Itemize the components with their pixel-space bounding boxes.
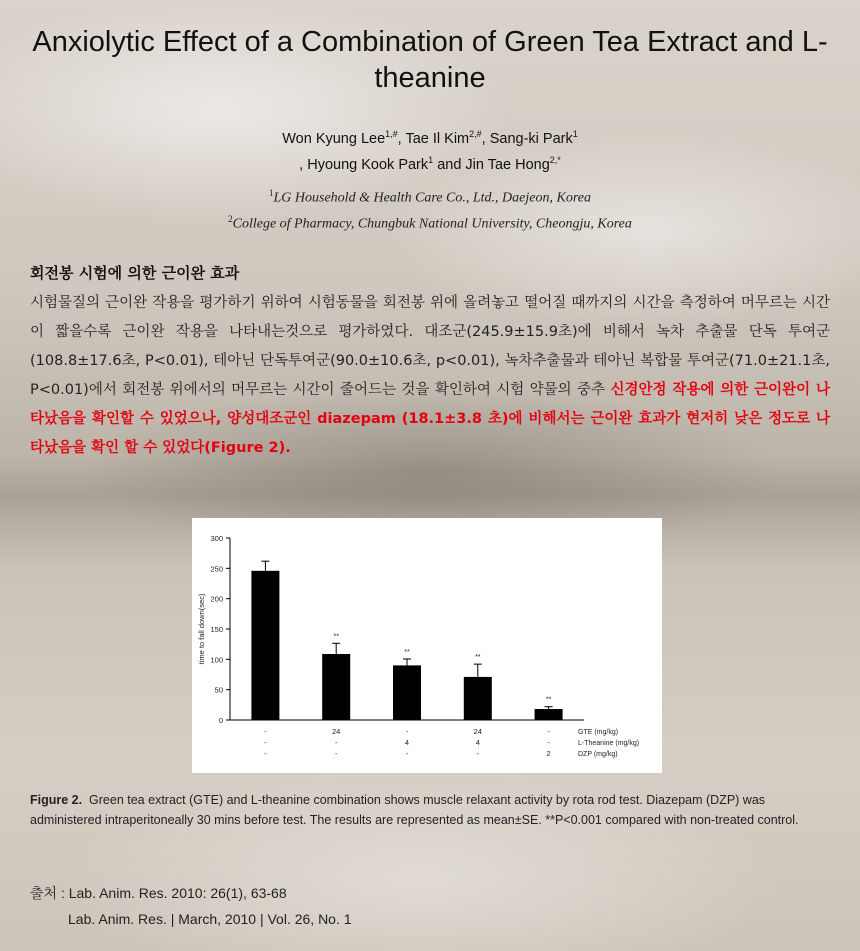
author-name: Tae Il Kim — [405, 130, 470, 147]
caption-text: Green tea extract (GTE) and L-theanine combination shows muscle relaxant activity by rota rod test. Diazepam (DZP) was administered intraperitoneally 30 mins before test. The results are represented as mean±SE. **P<0.001 compared with non-treated control. — [30, 793, 799, 827]
bar-chart — [192, 518, 662, 773]
author-line-1: Won Kyung Lee$^{1,\#}$, Tae Il Kim$^{2,\#}$, Sang-ki Park$^1$ — [282, 129, 578, 147]
section-heading: 회전봉 시험에 의한 근이완 효과 — [30, 264, 240, 282]
dose-cell: - — [405, 727, 409, 736]
dose-cell: - — [547, 738, 550, 747]
author-name: Sang-ki Park — [489, 130, 573, 147]
dose-cell: - — [547, 727, 550, 736]
bar — [535, 709, 563, 720]
figure-caption — [30, 790, 830, 830]
y-tick-label: 200 — [210, 594, 223, 604]
bar — [322, 654, 350, 720]
author-conjunction: and — [437, 156, 462, 173]
y-tick-label: 150 — [210, 625, 223, 634]
dose-cell: 24 — [473, 727, 482, 736]
affiliation-mark: 1 — [269, 188, 274, 198]
y-tick-label: 100 — [210, 655, 223, 665]
author-affil-mark: 1 — [428, 154, 434, 165]
section-body — [30, 289, 830, 463]
author-affil-mark: 1 — [572, 129, 578, 139]
body-text-plain: 시험물질의 근이완 작용을 평가하기 위하여 시험동물을 회전봉 위에 올려놓고 떨어질 때까지의 시간을 측정하여 머무르는 시간이 짧을수록 근이완 작용을 나타내는것으로 평가하였다. 대조군(245.9±15.9초)에 비해서 녹차 추출물 단독 투여군(108.8±17.6초, P<0.01), 테아닌 단독투여군(90.0±10.6초, p<0.01), 녹차추출물과 테아닌 복합물 투여군(71.0±21.1초, P<0.01)에서 회전봉 위에서의 머무르는 시간이 줄어드는 것을 확인하여 시험 약물의 중추 — [30, 295, 830, 398]
dose-row-label: GTE (mg/kg) — [578, 729, 619, 736]
dose-cell: 24 — [332, 727, 341, 736]
significance-marker: ** — [333, 633, 339, 641]
dose-row-label: L-Theanine (mg/kg) — [578, 740, 640, 747]
bar — [251, 571, 279, 720]
dose-row-label: DZP (mg/kg) — [578, 751, 618, 758]
significance-marker: ** — [545, 696, 552, 704]
author-name: Jin Tae Hong — [465, 156, 550, 173]
bar — [464, 677, 492, 720]
dose-cell: - — [334, 749, 338, 758]
dose-cell: - — [334, 738, 338, 747]
dose-cell: - — [264, 727, 267, 736]
author-affil-mark: 2,# — [469, 129, 482, 139]
y-tick-label: 0 — [218, 716, 223, 725]
body-text-highlight: 신경안정 작용에 의한 근이완이 나타났음을 확인할 수 있었으나, 양성대조군인 diazepam (18.1±3.8 초)에 비해서는 근이완 효과가 현저히 낮은 정도로 나타났음을 확인 할 수 있었다(Figure 2). — [30, 382, 831, 456]
source-label: 출처 : — [30, 885, 65, 901]
dose-cell: 4 — [404, 738, 410, 747]
dose-cell: - — [264, 738, 267, 747]
author-affil-mark: 2,* — [549, 154, 561, 165]
dose-cell: 2 — [546, 749, 551, 758]
dose-cell: 4 — [475, 738, 480, 747]
y-tick-label: 250 — [210, 564, 223, 574]
dose-cell: - — [264, 749, 267, 758]
significance-marker: ** — [475, 654, 481, 662]
source-citation — [30, 880, 352, 932]
affiliation-2 — [0, 209, 860, 235]
source-line-2: Lab. Anim. Res. | March, 2010 | Vol. 26, No. 1 — [68, 911, 352, 927]
caption-label: Figure 2. — [30, 793, 83, 807]
author-affil-mark: 1,# — [385, 129, 398, 139]
affiliation-1 — [0, 183, 860, 209]
author-name: Won Kyung Lee — [282, 130, 386, 147]
affiliation-text: College of Pharmacy, Chungbuk National University, Cheongju, Korea — [232, 216, 632, 232]
paper-title: Anxiolytic Effect of a Combination of Green Tea Extract and L-theanine — [32, 26, 828, 94]
y-tick-label: 300 — [210, 534, 223, 543]
source-line-1: Lab. Anim. Res. 2010: 26(1), 63-68 — [68, 885, 287, 901]
affiliation-list — [0, 183, 860, 234]
dose-cell: - — [405, 749, 409, 758]
dose-cell: - — [476, 749, 480, 758]
author-list — [0, 124, 860, 176]
significance-marker: ** — [404, 648, 410, 656]
y-tick-label: 50 — [214, 685, 223, 695]
author-line-2: , Hyoung Kook Park$^1$ and Jin Tae Hong$^{2,*}$ — [299, 154, 561, 173]
figure-2-chart — [192, 518, 662, 773]
affiliation-text: LG Household & Health Care Co., Ltd., Daejeon, Korea — [273, 190, 591, 206]
author-name: Hyoung Kook Park — [307, 156, 429, 173]
y-axis-label: time to fall down(sec) — [197, 593, 206, 665]
affiliation-mark: 2 — [228, 213, 233, 224]
bar — [393, 665, 421, 720]
